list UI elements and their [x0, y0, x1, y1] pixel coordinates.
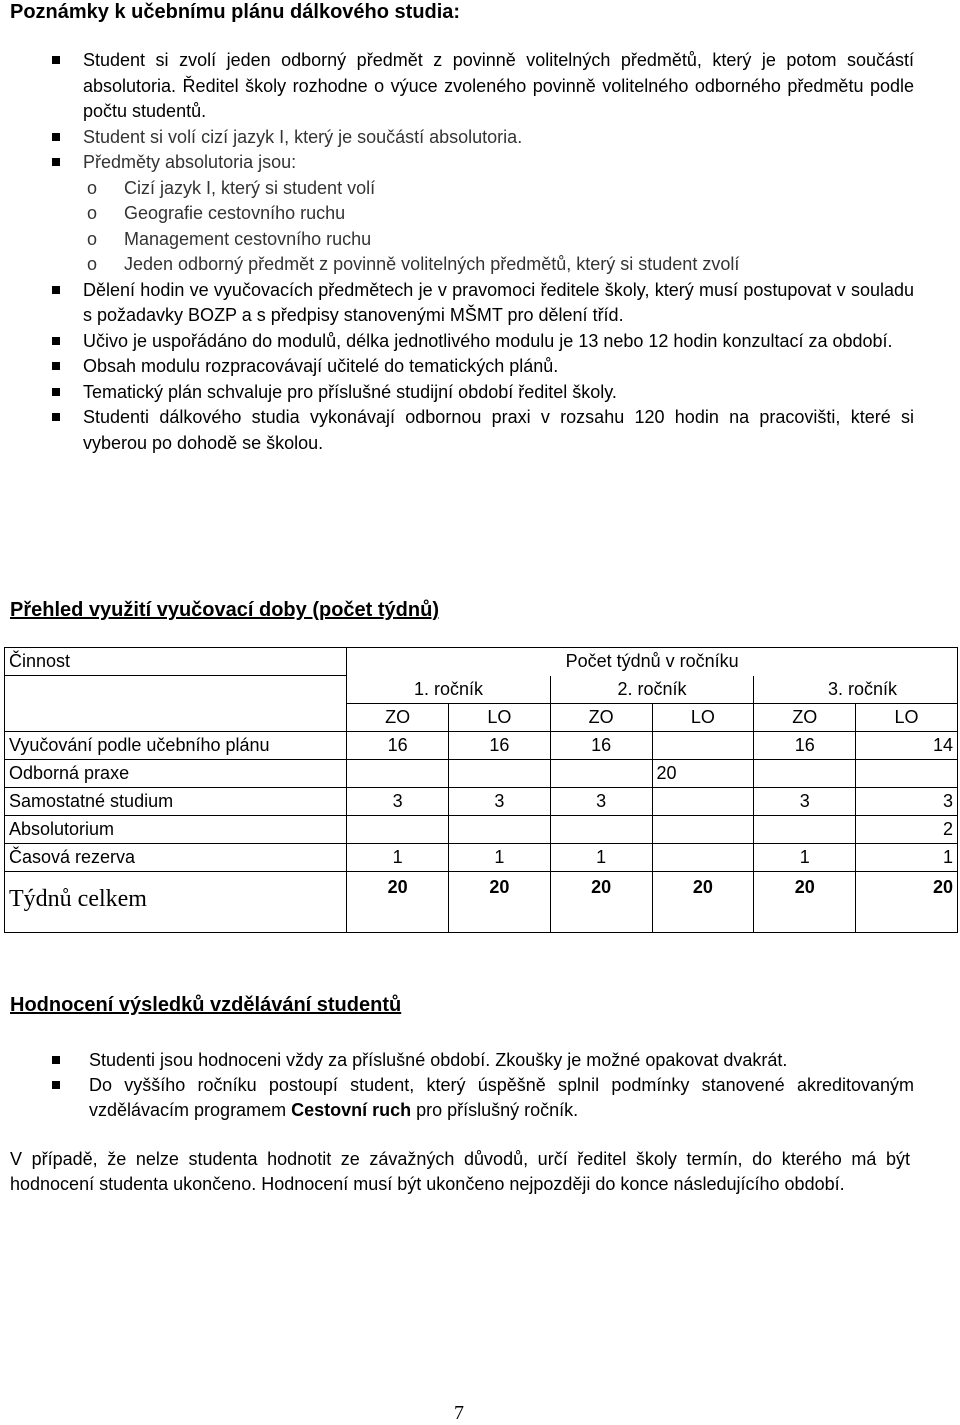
square-bullet-icon	[52, 362, 60, 370]
table-cell	[652, 731, 754, 759]
row-label: Časová rezerva	[5, 843, 347, 871]
circle-bullet-icon: o	[87, 177, 98, 198]
term-header: LO	[448, 703, 550, 731]
square-bullet-icon	[52, 56, 60, 64]
table-cell: 16	[550, 731, 652, 759]
table-header-row	[5, 676, 958, 704]
table-header-row	[5, 703, 958, 731]
row-label: Odborná praxe	[5, 759, 347, 787]
table-cell: 3	[448, 787, 550, 815]
total-cell: 20	[550, 871, 652, 932]
square-bullet-icon	[52, 286, 60, 294]
table-cell	[856, 759, 958, 787]
term-header: ZO	[754, 703, 856, 731]
table-cell	[550, 759, 652, 787]
square-bullet-icon	[52, 413, 60, 421]
table-cell: 3	[754, 787, 856, 815]
sub-list-item: o Cizí jazyk I, který si student volí	[52, 176, 914, 202]
table-cell	[347, 759, 449, 787]
circle-bullet-icon: o	[87, 254, 98, 274]
weeks-header: Počet týdnů v ročníku	[347, 648, 958, 676]
term-header: LO	[856, 703, 958, 731]
list-item: Student si zvolí jeden odborný předmět z povinně volitelných předmětů, který je potom součástí absolutoria. Ředitel školy rozhodne o výuce zvoleného povinně volitelného odborného předmětu podle počtu studentů.	[52, 48, 914, 125]
table-cell: 14	[856, 731, 958, 759]
table-header-row	[5, 648, 958, 676]
year-header: 1. ročník	[347, 676, 551, 704]
year-header: 3. ročník	[754, 676, 958, 704]
square-bullet-icon	[52, 133, 60, 141]
table-cell	[652, 843, 754, 871]
total-cell: 20	[754, 871, 856, 932]
table-cell: 16	[448, 731, 550, 759]
total-cell: 20	[347, 871, 449, 932]
circle-bullet-icon: o	[87, 203, 98, 223]
term-header: ZO	[347, 703, 449, 731]
list-item: Tematický plán schvaluje pro příslušné studijní období ředitel školy.	[52, 380, 914, 406]
list-item: Do vyššího ročníku postoupí student, který úspěšně splnil podmínky stanovené akreditovaným vzdělávacím programem Cestovní ruch pro příslušný ročník.	[52, 1073, 914, 1123]
absolutorium-subjects-list	[52, 176, 914, 278]
list-item: Učivo je uspořádáno do modulů, délka jednotlivého modulu je 13 nebo 12 hodin konzultací za období.	[52, 329, 914, 355]
table-cell	[652, 815, 754, 843]
table-cell	[347, 815, 449, 843]
total-cell: 20	[856, 871, 958, 932]
notes-list	[52, 48, 914, 456]
table-cell: 2	[856, 815, 958, 843]
list-item: Studenti jsou hodnoceni vždy za příslušné období. Zkoušky je možné opakovat dvakrát.	[52, 1048, 914, 1073]
term-header: ZO	[550, 703, 652, 731]
table-cell	[754, 759, 856, 787]
square-bullet-icon	[52, 1081, 60, 1089]
page-number: 7	[454, 1402, 464, 1424]
square-bullet-icon	[52, 1056, 60, 1064]
notes-heading: Poznámky k učebnímu plánu dálkového studia:	[10, 1, 461, 23]
table-cell: 3	[347, 787, 449, 815]
table-cell: 1	[347, 843, 449, 871]
weeks-overview-table	[4, 647, 958, 933]
table-total-row	[5, 871, 958, 932]
year-header: 2. ročník	[550, 676, 754, 704]
square-bullet-icon	[52, 388, 60, 396]
table-cell	[652, 787, 754, 815]
table-row	[5, 787, 958, 815]
list-item: Obsah modulu rozpracovávají učitelé do tematických plánů.	[52, 354, 914, 380]
sub-list-item: o Jeden odborný předmět z povinně volitelných předmětů, který si student zvolí	[52, 252, 914, 278]
sub-list-item: o Management cestovního ruchu	[52, 227, 914, 253]
row-label: Vyučování podle učebního plánu	[5, 731, 347, 759]
table-cell: 1	[550, 843, 652, 871]
list-item: Student si volí cizí jazyk I, který je součástí absolutoria.	[52, 125, 914, 151]
square-bullet-icon	[52, 158, 60, 166]
table-cell: 1	[754, 843, 856, 871]
list-item: Dělení hodin ve vyučovacích předmětech je v pravomoci ředitele školy, který musí postupovat v souladu s požadavky BOZP a s předpisy stanovenými MŠMT pro dělení tříd.	[52, 278, 914, 329]
table-cell: 1	[856, 843, 958, 871]
table-cell: 16	[347, 731, 449, 759]
circle-bullet-icon: o	[87, 228, 98, 249]
program-name: Cestovní ruch	[291, 1100, 412, 1120]
total-cell: 20	[448, 871, 550, 932]
table-cell: 3	[550, 787, 652, 815]
table-cell	[550, 815, 652, 843]
total-cell: 20	[652, 871, 754, 932]
empty-cell	[5, 676, 347, 704]
table-row	[5, 731, 958, 759]
sub-list-item: o Geografie cestovního ruchu	[52, 201, 914, 227]
row-label: Absolutorium	[5, 815, 347, 843]
list-item: Předměty absolutoria jsou: o Cizí jazyk I, který si student volí o Geografie cestovního ruchu o Management cestovního ruchu o Jeden odborný předmět z povinně volitelných předmětů, který si student zvolí	[52, 150, 914, 278]
empty-cell	[5, 703, 347, 731]
table-cell	[448, 815, 550, 843]
evaluation-heading: Hodnocení výsledků vzdělávání studentů	[10, 994, 402, 1016]
row-label: Samostatné studium	[5, 787, 347, 815]
total-label: Týdnů celkem	[5, 871, 347, 932]
table-cell	[448, 759, 550, 787]
table-row	[5, 815, 958, 843]
evaluation-list	[52, 1048, 914, 1123]
table-cell: 3	[856, 787, 958, 815]
term-header: LO	[652, 703, 754, 731]
table-cell: 1	[448, 843, 550, 871]
square-bullet-icon	[52, 337, 60, 345]
overview-heading: Přehled využití vyučovací doby (počet týdnů)	[10, 599, 439, 621]
activity-header: Činnost	[5, 648, 347, 676]
table-cell: 16	[754, 731, 856, 759]
table-row	[5, 759, 958, 787]
table-row	[5, 843, 958, 871]
evaluation-paragraph: V případě, že nelze studenta hodnotit ze závažných důvodů, určí ředitel školy termín, do kterého má být hodnocení studenta ukončeno. Hodnocení musí být ukončeno nejpozději do konce následujícího období.	[10, 1149, 910, 1194]
table-cell: 20	[652, 759, 754, 787]
table-cell	[754, 815, 856, 843]
list-item: Studenti dálkového studia vykonávají odbornou praxi v rozsahu 120 hodin na pracovišti, které si vyberou po dohodě se školou.	[52, 405, 914, 456]
